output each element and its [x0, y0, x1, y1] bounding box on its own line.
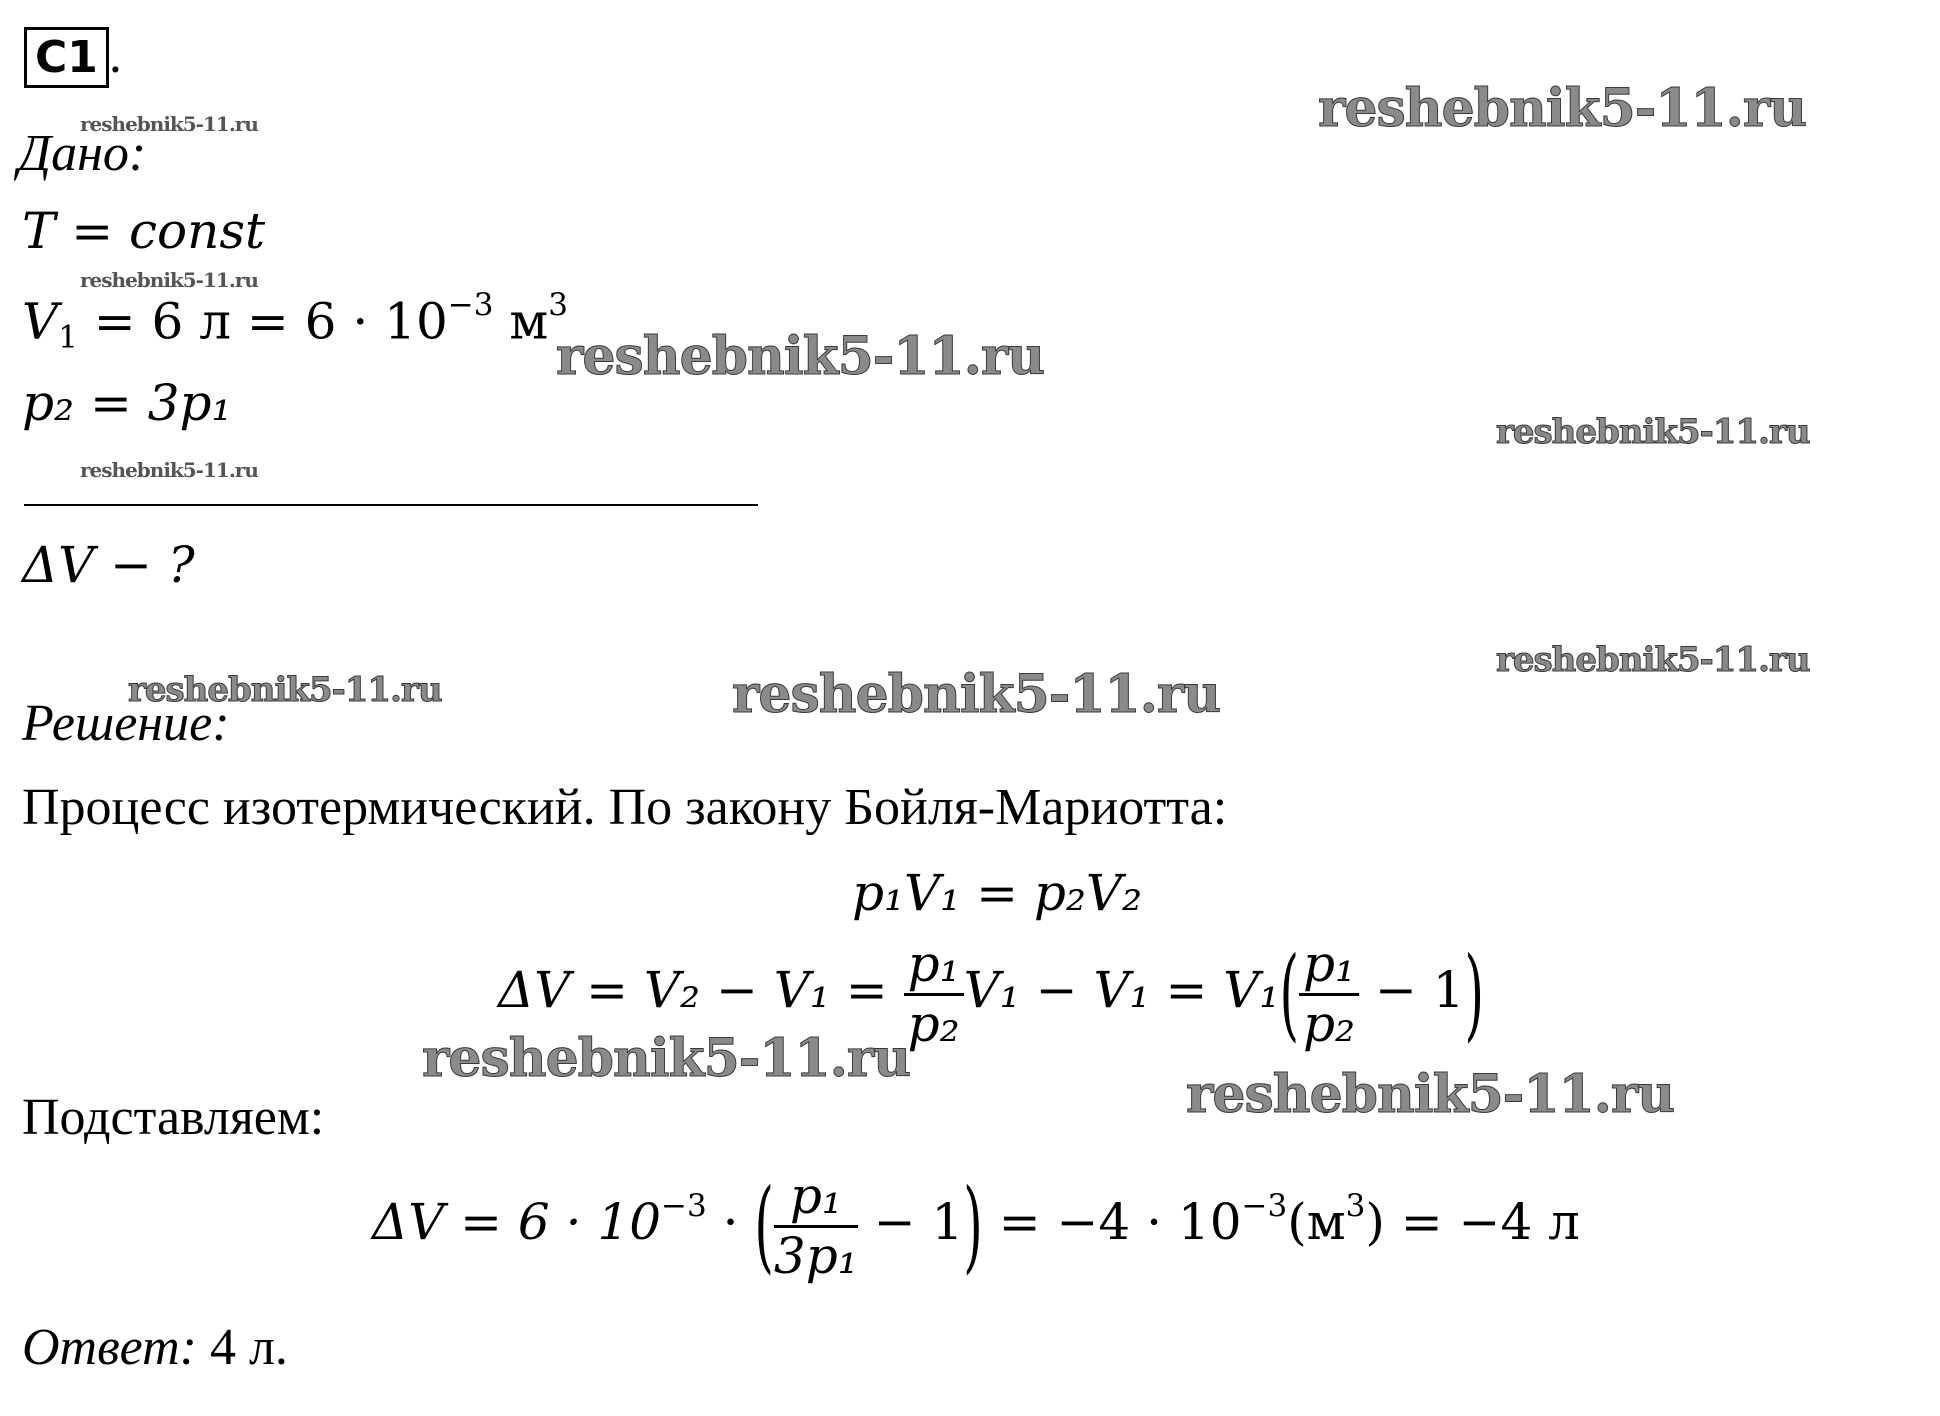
eq2-fraction-2-den: p₂	[1302, 994, 1356, 1053]
watermark: reshebnik5-11.ru	[732, 664, 1221, 725]
given-volume-exp: −3	[447, 287, 494, 323]
problem-label-dot: .	[108, 27, 122, 84]
eq3-unit-open: (м	[1287, 1193, 1346, 1251]
eq2-paren-open: (	[1279, 936, 1299, 1052]
eq3-fraction	[773, 1167, 858, 1285]
given-line-temperature: T = const	[22, 202, 266, 260]
given-line-volume	[22, 287, 569, 356]
answer-label: Ответ:	[22, 1319, 197, 1376]
solution-intro: Процесс изотермический. По закону Бойля-Мариотта:	[22, 779, 1228, 836]
eq3-paren-close: )	[963, 1168, 983, 1284]
watermark: reshebnik5-11.ru	[1496, 412, 1810, 452]
given-divider	[24, 504, 758, 506]
eq2-fraction-2	[1299, 935, 1359, 1053]
watermark: reshebnik5-11.ru	[556, 326, 1045, 387]
given-volume-unit-exp: 3	[548, 287, 569, 323]
given-volume-unit: м	[493, 292, 549, 351]
given-find: ΔV − ?	[22, 536, 195, 594]
eq3-right: = −4 · 10	[982, 1193, 1242, 1251]
given-line-pressure: p₂ = 3p₁	[22, 374, 232, 432]
eq2-fraction-2-num: p₁	[1299, 938, 1359, 996]
given-volume-sub: 1	[58, 319, 78, 356]
eq3-exp-1: −3	[661, 1187, 707, 1224]
problem-label	[24, 27, 122, 84]
eq2-tail: − 1	[1359, 961, 1465, 1019]
watermark: reshebnik5-11.ru	[80, 458, 258, 482]
watermark: reshebnik5-11.ru	[422, 1028, 911, 1089]
problem-number-box: С1	[24, 27, 109, 88]
eq3-paren-open: (	[754, 1168, 774, 1284]
eq2-paren-close: )	[1464, 936, 1485, 1052]
eq2-fraction-den: p₂	[907, 994, 960, 1053]
eq3-tail: − 1	[857, 1193, 964, 1251]
solution-heading-colon: :	[212, 695, 230, 752]
eq2-left: ΔV = V₂ − V₁ =	[498, 961, 904, 1019]
watermark: reshebnik5-11.ru	[1496, 640, 1810, 680]
substitute-label: Подставляем:	[22, 1089, 325, 1146]
given-heading-colon: :	[128, 125, 147, 182]
watermark: reshebnik5-11.ru	[80, 112, 258, 136]
eq2-fraction-num: p₁	[904, 938, 964, 996]
eq3-exp-2: −3	[1241, 1187, 1288, 1224]
watermark: reshebnik5-11.ru	[1318, 78, 1807, 139]
eq3-dot: ·	[706, 1193, 755, 1251]
solution-heading-text: Решение	[22, 695, 213, 752]
equation-boyle-mariotte: p₁V₁ = p₂V₂	[852, 864, 1143, 922]
eq2-fraction	[904, 935, 964, 1053]
given-volume-symbol: V	[22, 292, 59, 351]
watermark: reshebnik5-11.ru	[1186, 1064, 1675, 1125]
watermark: reshebnik5-11.ru	[128, 670, 442, 710]
given-volume-value: = 6 л = 6 · 10	[77, 292, 448, 351]
watermark: reshebnik5-11.ru	[80, 268, 258, 292]
eq3-fraction-num: p₁	[774, 1170, 858, 1228]
answer-line	[22, 1319, 288, 1376]
eq3-left: ΔV = 6 · 10	[372, 1193, 662, 1251]
given-heading-text: Дано	[18, 125, 129, 182]
eq2-mid: V₁ − V₁ = V₁	[963, 961, 1280, 1019]
eq3-fraction-den: 3p₁	[773, 1226, 858, 1285]
eq3-unit-exp: 3	[1345, 1187, 1366, 1224]
answer-value: 4 л.	[196, 1319, 288, 1376]
equation-substitution	[372, 1167, 1580, 1285]
eq3-unit-close: ) = −4 л	[1365, 1193, 1580, 1251]
